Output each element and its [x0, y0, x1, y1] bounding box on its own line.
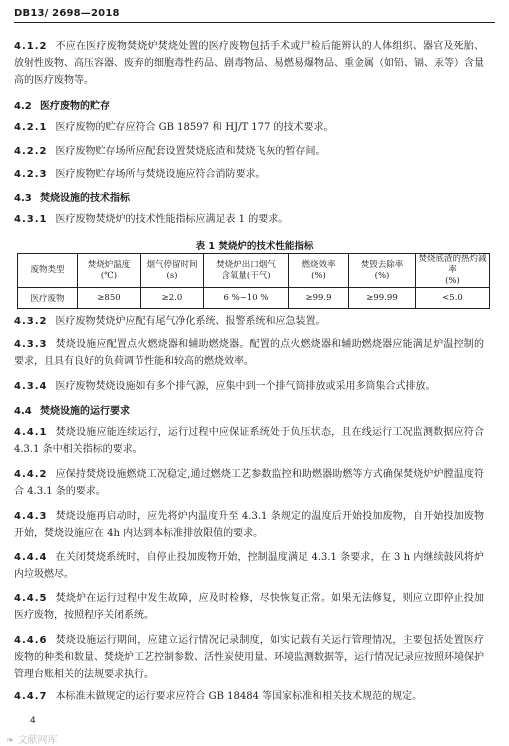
- clause-4-4-7: [14, 688, 484, 705]
- header-waste-type: 废物类型: [18, 254, 78, 288]
- header-furnace-temp: 焚烧炉温度 (℃): [78, 254, 141, 288]
- clause-text: 应保持焚烧设施燃烧工况稳定,通过燃烧工艺参数监控和助燃器助燃等方式确保焚烧炉炉膛温度符合 4.3.1 条的要求。: [14, 469, 484, 497]
- section-number: 4.2: [14, 101, 32, 112]
- clause-text: 不应在医疗废物焚烧炉焚烧处置的医疗废物包括手术或尸检后能辨认的人体组织、器官及死胎、放射性废物、高压容器、废弃的细胞毒性药品、剧毒物品、易燃易爆物品、重金属（如铅、镉、汞等）含量高的医疗废物等。: [14, 41, 484, 86]
- clause-4-3-4: [14, 378, 484, 395]
- clause-number: 4.4.7: [14, 691, 48, 702]
- clause-text: 在关闭焚烧系统时，自停止投加废物开始，控制温度满足 4.3.1 条要求，在 3 h 内继续鼓风将炉内垃圾燃尽。: [14, 552, 484, 580]
- clause-text: 医疗废物的贮存应符合 GB 18597 和 HJ/T 177 的技术要求。: [55, 122, 334, 133]
- header-loss-on-ignition: 焚烧底渣的热灼减率 (%): [416, 254, 490, 288]
- clause-4-4-1: [14, 424, 484, 458]
- table-cell: ≥850: [78, 288, 141, 309]
- clause-text: 焚烧设施运行期间，应建立运行情况记录制度，如实记载有关运行管理情况，主要包括处置医疗废物的种类和数量、焚烧炉工艺控制参数、活性炭使用量、环境监测数据等，运行情况记录应按照环境保护管理台账相关的法规要求执行。: [14, 635, 484, 680]
- clause-4-3-3: [14, 336, 484, 370]
- page-number: 4: [30, 716, 36, 726]
- clause-text: 焚烧设施应配置点火燃烧器和辅助燃烧器。配置的点火燃烧器和辅助燃烧器应能满足炉温控制的要求，且具有良好的负荷调节性能和较高的燃烧效率。: [14, 339, 484, 367]
- clause-4-4-3: [14, 508, 484, 542]
- clause-text: 焚烧设施应能连续运行，运行过程中应保证系统处于负压状态，且在线运行工况监测数据应符合 4.3.1 条中相关指标的要求。: [14, 427, 484, 455]
- table-cell: 6 %~10 %: [204, 288, 289, 309]
- clause-text: 医疗废物贮存场所应配套设置焚烧底渣和焚烧飞灰的暂存间。: [55, 146, 326, 157]
- header-combustion-efficiency: 燃烧效率 (%): [289, 254, 349, 288]
- table-cell: ≥99.9: [289, 288, 349, 309]
- header-oxygen-content: 焚烧炉出口烟气 含氧量(干气): [204, 254, 289, 288]
- clause-text: 焚烧设施再启动时，应先将炉内温度升至 4.3.1 条规定的温度后开始投加废物，自开始投加废物开始，焚烧设施应在 4h 内达到本标准排放限值的要求。: [14, 511, 484, 539]
- clause-text: 医疗废物焚烧炉应配有尾气净化系统、报警系统和应急装置。: [55, 316, 326, 327]
- clause-number: 4.3.1: [14, 214, 48, 225]
- clause-4-4-5: [14, 590, 484, 624]
- clause-text: 医疗废物焚烧设施如有多个排气源，应集中到一个排气筒排放或采用多筒集合式排放。: [55, 381, 436, 392]
- clause-4-2-1: [14, 119, 484, 136]
- clause-4-4-2: [14, 466, 484, 500]
- clause-number: 4.4.4: [14, 552, 48, 563]
- table-caption: 表 1 焚烧炉的技术性能指标: [195, 241, 314, 252]
- clause-number: 4.4.1: [14, 427, 48, 438]
- watermark-logo: [6, 731, 58, 746]
- clause-text: 医疗废物贮存场所与焚烧设施应符合消防要求。: [55, 169, 266, 180]
- clause-number: 4.3.3: [14, 339, 48, 350]
- table-cell: <5.0: [416, 288, 490, 309]
- clause-number: 4.2.3: [14, 169, 48, 180]
- clause-number: 4.4.5: [14, 593, 48, 604]
- section-4-2-heading: [14, 97, 110, 112]
- section-title: 焚烧设施的技术指标: [40, 193, 130, 204]
- header-destruction-removal: 焚毁去除率 (%): [349, 254, 416, 288]
- clause-4-2-3: [14, 166, 484, 183]
- table-row: [18, 288, 490, 309]
- clause-number: 4.4.2: [14, 469, 48, 480]
- document-header-code: DB13/ 2698—2018: [14, 8, 120, 19]
- table-header-row: [18, 254, 490, 288]
- clause-text: 医疗废物焚烧炉的技术性能指标应满足表 1 的要求。: [55, 214, 289, 225]
- section-title: 医疗废物的贮存: [40, 101, 110, 112]
- clause-number: 4.2.1: [14, 122, 48, 133]
- clause-number: 4.1.2: [14, 41, 48, 52]
- clause-number: 4.4.6: [14, 635, 48, 646]
- table-cell: ≥99.99: [349, 288, 416, 309]
- section-4-4-heading: [14, 402, 130, 417]
- clause-4-4-4: [14, 549, 484, 583]
- header-residence-time: 烟气停留时间 (s): [141, 254, 204, 288]
- clause-number: 4.4.3: [14, 511, 48, 522]
- clause-4-2-2: [14, 143, 484, 160]
- clause-number: 4.2.2: [14, 146, 48, 157]
- clause-text: 焚烧炉在运行过程中发生故障，应及时检修，尽快恢复正常。如果无法修复，则应立即停止投加医疗废物，按照程序关闭系统。: [14, 593, 484, 621]
- clause-text: 本标准未做规定的运行要求应符合 GB 18484 等国家标准和相关技术规范的规定。: [55, 691, 423, 702]
- header-rule: [14, 22, 495, 23]
- watermark-text: 文献网库: [17, 735, 58, 746]
- table-cell: ≥2.0: [141, 288, 204, 309]
- clause-4-1-2: [14, 38, 484, 89]
- section-number: 4.3: [14, 193, 32, 204]
- section-number: 4.4: [14, 406, 32, 417]
- section-title: 焚烧设施的运行要求: [40, 406, 130, 417]
- technical-spec-table: [17, 253, 490, 309]
- watermark-icon: ❧: [6, 735, 18, 746]
- clause-number: 4.3.4: [14, 381, 48, 392]
- clause-4-4-6: [14, 632, 484, 683]
- table-cell: 医疗废物: [18, 288, 78, 309]
- clause-4-3-1: [14, 211, 484, 228]
- clause-4-3-2: [14, 313, 484, 330]
- clause-number: 4.3.2: [14, 316, 48, 327]
- section-4-3-heading: [14, 189, 130, 204]
